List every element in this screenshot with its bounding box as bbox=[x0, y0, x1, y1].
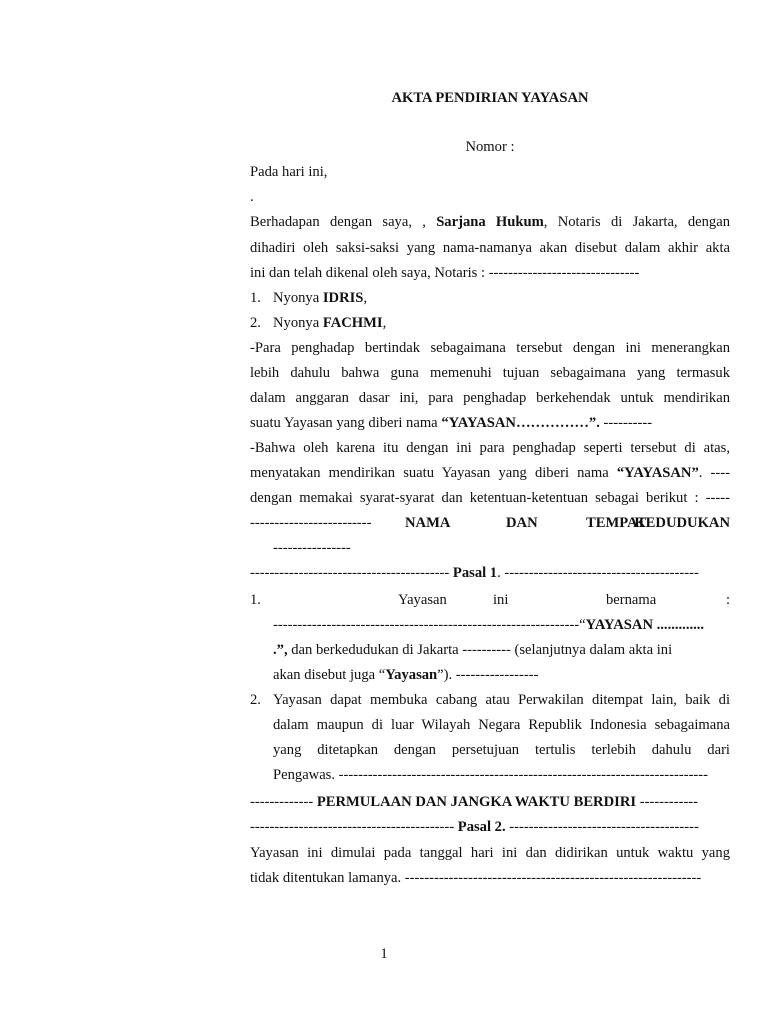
para2-line-3: dalam anggaran dasar ini, para penghadap berkehendak untuk mendirikan bbox=[250, 390, 730, 406]
para4-line-1: Yayasan ini dimulai pada tanggal hari ini dan didirikan untuk waktu yang bbox=[250, 845, 730, 861]
pasal2-right-dashes: --------------------------------------- bbox=[509, 819, 699, 835]
item1-text: dan berkedudukan di Jakarta ---------- (selanjutnya dalam akta ini bbox=[291, 642, 673, 658]
para3-line-1: -Bahwa oleh karena itu dengan ini para penghadap seperti tersebut di atas, bbox=[250, 440, 730, 456]
para3-dashes: . ---- bbox=[698, 465, 730, 481]
para1-text-c: , Notaris di Jakarta, dengan bbox=[543, 214, 730, 230]
heading1-word-dan: DAN bbox=[506, 515, 538, 531]
item1-line-2 bbox=[273, 615, 704, 635]
pasal1-right-dashes: . ---------------------------------------- bbox=[497, 565, 699, 581]
item1-dashes: ---------------------------------------------------------------“ bbox=[273, 617, 586, 633]
item1-colon: : bbox=[725, 592, 730, 608]
pasal-2-heading bbox=[250, 817, 699, 837]
pasal2-left-dashes: ------------------------------------------ bbox=[250, 819, 455, 835]
page-number: 1 bbox=[380, 946, 388, 962]
para1-line-1 bbox=[250, 212, 730, 232]
intro-line-1: Pada hari ini, bbox=[250, 164, 328, 180]
para1-text-a: Berhadapan dengan saya, , bbox=[250, 214, 426, 230]
penghadap-1-name: IDRIS bbox=[322, 290, 364, 306]
yayasan-quoted-bold: “YAYASAN” bbox=[616, 465, 699, 481]
heading2-left-dashes: ------------- bbox=[250, 794, 314, 810]
para1-line-2: dihadiri oleh saksi-saksi yang nama-namanya akan disebut dalam akhir akta bbox=[250, 240, 730, 256]
item1-closing-quote: .”, bbox=[273, 642, 288, 658]
para3-line-2 bbox=[250, 463, 730, 483]
item1-word-bernama: bernama bbox=[606, 592, 657, 608]
pasal1-label: Pasal 1 bbox=[452, 565, 498, 581]
item1-text-c: ”). ----------------- bbox=[437, 667, 539, 683]
heading1-dashes: ------------------------- bbox=[250, 515, 372, 531]
penghadap-2-prefix: Nyonya bbox=[273, 315, 320, 331]
item2-line-3: yang ditetapkan dengan persetujuan tertulis terlebih dahulu dari bbox=[273, 742, 730, 758]
para2-line-2: lebih dahulu bahwa guna memenuhi tujuan sebagaimana yang termasuk bbox=[250, 365, 730, 381]
para2-line-1: -Para penghadap bertindak sebagaimana tersebut dengan ini menerangkan bbox=[250, 340, 730, 356]
penghadap-2-comma: , bbox=[382, 315, 387, 331]
para1-line-3: ini dan telah dikenal oleh saya, Notaris : ------------------------------- bbox=[250, 265, 640, 281]
penghadap-1 bbox=[250, 288, 368, 308]
document-title: AKTA PENDIRIAN YAYASAN bbox=[391, 90, 589, 106]
penghadap-2-name: FACHMI bbox=[322, 315, 383, 331]
nomor-line: Nomor : bbox=[465, 139, 515, 155]
heading1-word-nama: NAMA bbox=[405, 515, 451, 531]
heading1-word-kedudukan: KEDUDUKAN bbox=[634, 515, 730, 531]
heading1-word-tempat: TEMPAT bbox=[586, 515, 647, 531]
penghadap-1-number: 1. bbox=[250, 290, 261, 306]
heading2-label: PERMULAAN DAN JANGKA WAKTU BERDIRI bbox=[316, 794, 637, 810]
para3-line-3: dengan memakai syarat-syarat dan ketentuan-ketentuan sebagai berikut : ----- bbox=[250, 490, 730, 506]
intro-line-2: . bbox=[250, 189, 254, 205]
item1-number: 1. bbox=[250, 592, 261, 608]
heading-permulaan bbox=[250, 792, 698, 812]
item2-number: 2. bbox=[250, 692, 261, 708]
penghadap-1-prefix: Nyonya bbox=[273, 290, 320, 306]
para2-dashes: ---------- bbox=[603, 415, 653, 431]
item2-line-4: Pengawas. ---------------------------------------------------------------------------- bbox=[273, 767, 709, 783]
pasal2-label: Pasal 2. bbox=[457, 819, 506, 835]
item1-line-4 bbox=[273, 665, 538, 685]
yayasan-name-bold: “YAYASAN……………”. bbox=[441, 415, 600, 431]
para2-text-a: suatu Yayasan yang diberi nama bbox=[250, 415, 438, 431]
heading1-trailing-dashes: ---------------- bbox=[273, 540, 351, 556]
heading2-right-dashes: ------------ bbox=[639, 794, 699, 810]
para3-text-a: menyatakan mendirikan suatu Yayasan yang diberi nama bbox=[250, 465, 609, 481]
item1-yayasan-bold: YAYASAN ............. bbox=[585, 617, 705, 633]
pasal1-left-dashes: ----------------------------------------- bbox=[250, 565, 450, 581]
pasal-1-heading bbox=[250, 563, 699, 583]
item1-text-a: akan disebut juga “ bbox=[273, 667, 386, 683]
item1-line-3 bbox=[273, 640, 730, 660]
para4-line-2: tidak ditentukan lamanya. ------------------------------------------------------------- bbox=[250, 870, 702, 886]
penghadap-2-number: 2. bbox=[250, 315, 261, 331]
item1-yayasan-word-bold: Yayasan bbox=[385, 667, 438, 683]
penghadap-2 bbox=[250, 313, 387, 333]
sarjana-hukum-bold: Sarjana Hukum bbox=[436, 214, 544, 230]
item1-word-ini: ini bbox=[493, 592, 509, 608]
penghadap-1-comma: , bbox=[363, 290, 368, 306]
item1-word-yayasan: Yayasan bbox=[398, 592, 447, 608]
item2-line-1: Yayasan dapat membuka cabang atau Perwakilan ditempat lain, baik di bbox=[273, 692, 730, 708]
para2-line-4 bbox=[250, 413, 652, 433]
item2-line-2: dalam maupun di luar Wilayah Negara Republik Indonesia sebagaimana bbox=[273, 717, 730, 733]
